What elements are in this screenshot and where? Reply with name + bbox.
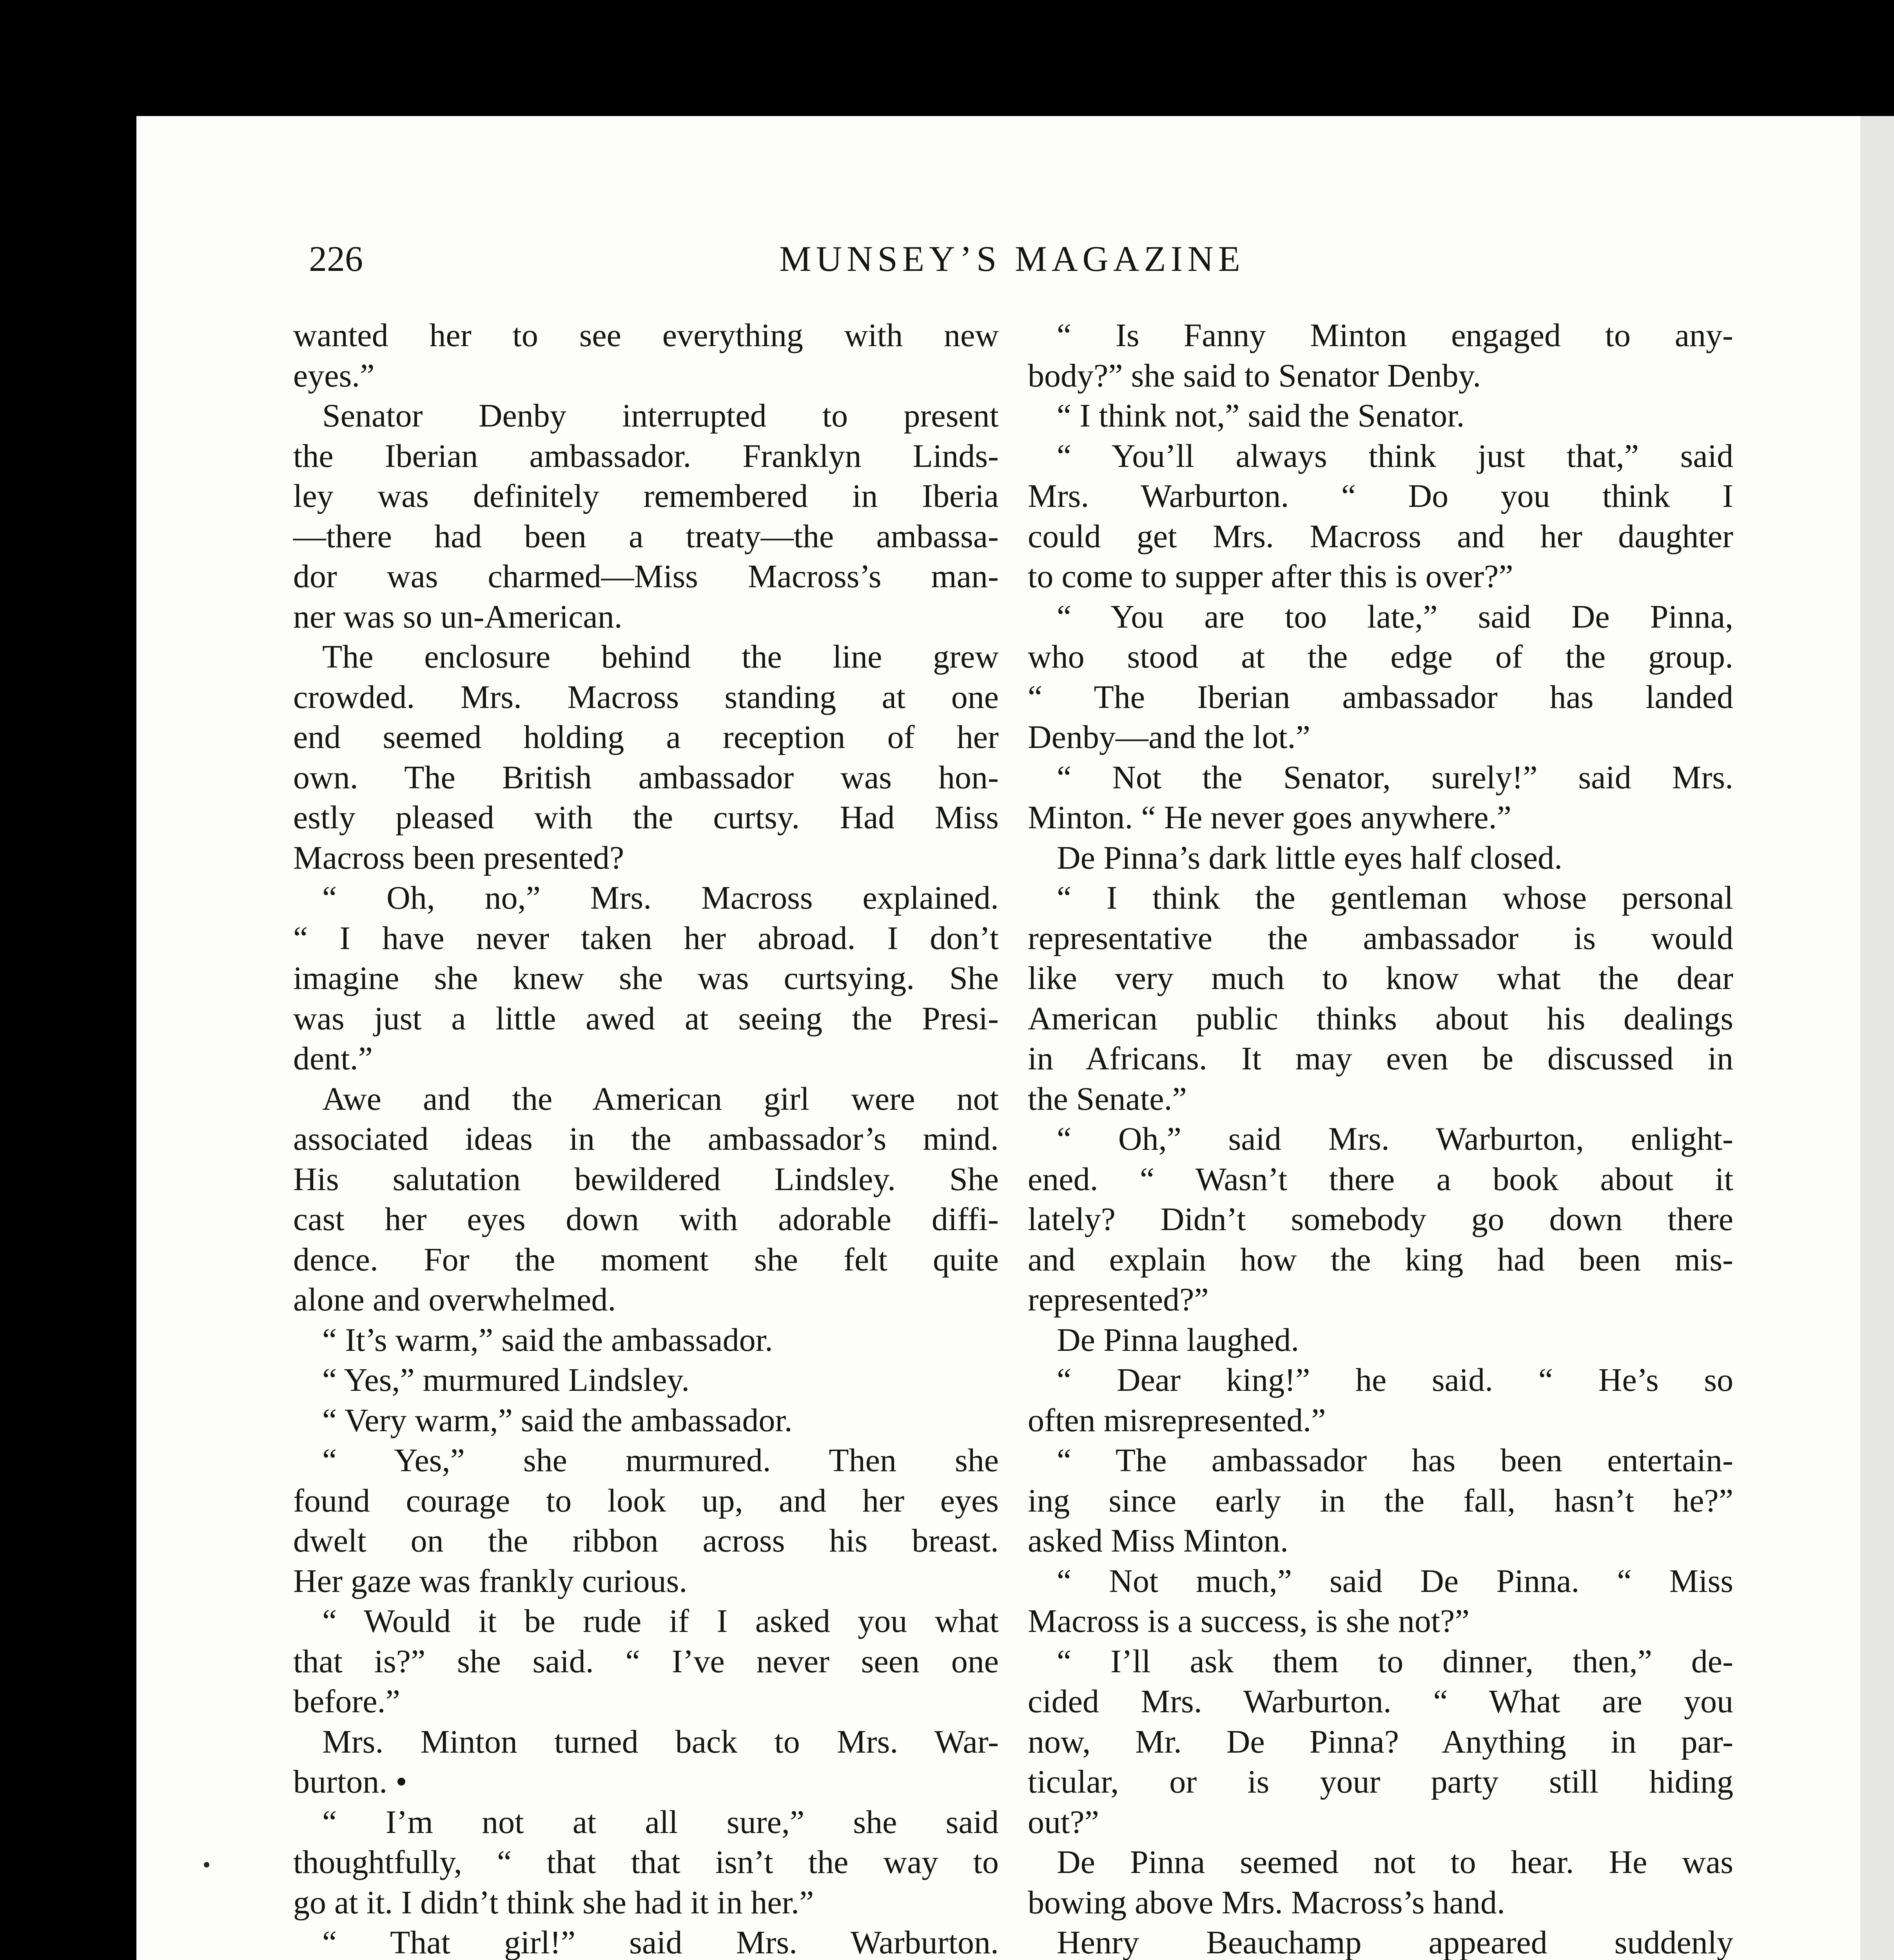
text-line: “ I have never taken her abroad. I don’t (293, 920, 999, 956)
text-line: end seemed holding a reception of her (293, 719, 999, 755)
text-line: cast her eyes down with adorable diffi- (293, 1201, 999, 1238)
text-line: in Africans. It may even be discussed in (1028, 1040, 1733, 1077)
paragraph (1028, 1561, 1733, 1642)
paragraph (293, 1079, 999, 1320)
text-line: dwelt on the ribbon across his breast. (293, 1523, 999, 1559)
ink-speck (204, 1862, 209, 1867)
text-line: thoughtfully, “ that that isn’t the way to (293, 1844, 999, 1880)
paragraph (293, 1601, 999, 1722)
text-line: burton. • (293, 1764, 407, 1800)
text-line: “ You’ll always think just that,” said (1057, 437, 1733, 474)
paragraph (293, 316, 999, 396)
text-line: “ Dear king!” he said. “ He’s so (1057, 1362, 1733, 1398)
text-line: dent.” (293, 1040, 373, 1077)
text-line: Macross is a success, is she not?” (1028, 1603, 1469, 1639)
text-line: was just a little awed at seeing the Presi- (293, 1000, 999, 1037)
paragraph (1028, 1923, 1733, 1960)
text-line: De Pinna’s dark little eyes half closed. (1057, 839, 1562, 876)
text-line: eyes.” (293, 357, 375, 394)
text-line: De Pinna laughed. (1057, 1321, 1299, 1358)
text-line: Minton. “ He never goes anywhere.” (1028, 799, 1511, 836)
paragraph (293, 1401, 999, 1441)
text-line: dor was charmed—Miss Macross’s man- (293, 558, 999, 595)
text-line: Mrs. Warburton. “ Do you think I (1028, 478, 1733, 514)
text-line: ley was definitely remembered in Iberia (293, 478, 999, 514)
text-line: could get Mrs. Macross and her daughter (1028, 518, 1733, 555)
paragraph (293, 396, 999, 637)
text-line: cided Mrs. Warburton. “ What are you (1028, 1683, 1733, 1720)
paragraph (1028, 878, 1733, 1119)
text-line: Henry Beauchamp appeared suddenly (1057, 1924, 1733, 1960)
text-line: “ The ambassador has been entertain- (1057, 1442, 1733, 1479)
text-line: ticular, or is your party still hiding (1028, 1764, 1733, 1800)
text-line: Her gaze was frankly curious. (293, 1563, 688, 1599)
text-line: estly pleased with the curtsy. Had Miss (293, 799, 999, 836)
text-line: ing since early in the fall, hasn’t he?” (1028, 1482, 1733, 1519)
text-line: De Pinna seemed not to hear. He was (1057, 1844, 1733, 1880)
text-line: ner was so un-American. (293, 598, 622, 635)
text-line: the Iberian ambassador. Franklyn Linds- (293, 437, 999, 474)
text-line: now, Mr. De Pinna? Anything in par- (1028, 1723, 1733, 1760)
text-line: Mrs. Minton turned back to Mrs. War- (322, 1723, 999, 1760)
paragraph (1028, 396, 1733, 436)
text-line: represented?” (1028, 1281, 1209, 1318)
facing-page-edge (1860, 116, 1894, 1960)
text-line: Macross been presented? (293, 839, 624, 876)
paragraph (1028, 316, 1733, 396)
paragraph (1028, 1642, 1733, 1843)
text-line: “ I think not,” said the Senator. (1057, 397, 1465, 434)
text-line: dence. For the moment she felt quite (293, 1241, 999, 1278)
text-line: “ Yes,” murmured Lindsley. (322, 1362, 690, 1398)
text-line: “ Yes,” she murmured. Then she (322, 1442, 999, 1479)
text-line: “ Very warm,” said the ambassador. (322, 1402, 793, 1439)
text-line: The enclosure behind the line grew (322, 639, 999, 675)
text-line: associated ideas in the ambassador’s mind. (293, 1121, 999, 1157)
text-line: before.” (293, 1683, 400, 1720)
text-line: go at it. I didn’t think she had it in her.” (293, 1884, 814, 1921)
paragraph (1028, 1441, 1733, 1561)
text-line: “ You are too late,” said De Pinna, (1057, 598, 1733, 635)
text-line: that is?” she said. “ I’ve never seen one (293, 1643, 999, 1680)
text-line: found courage to look up, and her eyes (293, 1482, 999, 1519)
text-line: crowded. Mrs. Macross standing at one (293, 679, 999, 715)
text-line: “ Is Fanny Minton engaged to any- (1057, 317, 1733, 354)
text-line: bowing above Mrs. Macross’s hand. (1028, 1884, 1505, 1921)
page-number: 226 (309, 239, 363, 279)
paragraph (1028, 1119, 1733, 1320)
paragraph (1028, 838, 1733, 878)
text-line: to come to supper after this is over?” (1028, 558, 1513, 595)
page-header (309, 231, 1273, 286)
text-line: —there had been a treaty—the ambassa- (293, 518, 999, 555)
paragraph (293, 1802, 999, 1923)
paragraph (1028, 1360, 1733, 1441)
text-line: Denby—and the lot.” (1028, 719, 1310, 755)
paragraph (1028, 758, 1733, 838)
text-line: like very much to know what the dear (1028, 960, 1733, 996)
text-line: “ Not the Senator, surely!” said Mrs. (1057, 759, 1733, 796)
text-line: “ It’s warm,” said the ambassador. (322, 1321, 773, 1358)
text-line: “ The Iberian ambassador has landed (1028, 679, 1733, 715)
text-line: His salutation bewildered Lindsley. She (293, 1161, 999, 1198)
text-line: ened. “ Wasn’t there a book about it (1028, 1161, 1733, 1198)
text-line: and explain how the king had been mis- (1028, 1241, 1733, 1278)
text-line: Senator Denby interrupted to present (322, 397, 999, 434)
left-column (293, 316, 999, 1960)
text-line: “ Oh,” said Mrs. Warburton, enlight- (1057, 1121, 1733, 1157)
paragraph (293, 1722, 999, 1802)
text-line: Awe and the American girl were not (322, 1080, 999, 1117)
paragraph (293, 1441, 999, 1601)
paragraph (293, 878, 999, 1079)
paragraph (1028, 1842, 1733, 1923)
text-line: body?” she said to Senator Denby. (1028, 357, 1481, 394)
running-head: MUNSEY’S MAGAZINE (779, 239, 1245, 279)
text-line: out?” (1028, 1804, 1099, 1840)
text-line: wanted her to see everything with new (293, 317, 999, 354)
paragraph (1028, 436, 1733, 597)
text-line: often misrepresented.” (1028, 1402, 1326, 1439)
right-column (1028, 316, 1733, 1960)
text-line: own. The British ambassador was hon- (293, 759, 999, 796)
paragraph (1028, 1320, 1733, 1361)
text-line: American public thinks about his dealings (1028, 1000, 1733, 1037)
text-line: who stood at the edge of the group. (1028, 639, 1733, 675)
text-line: “ Would it be rude if I asked you what (322, 1603, 999, 1639)
text-line: “ I think the gentleman whose personal (1057, 880, 1733, 916)
text-line: “ I’m not at all sure,” she said (322, 1804, 999, 1840)
text-line: asked Miss Minton. (1028, 1523, 1289, 1559)
text-line: representative the ambassador is would (1028, 920, 1733, 956)
paragraph (1028, 597, 1733, 758)
text-line: “ That girl!” said Mrs. Warburton. (322, 1924, 999, 1960)
text-line: alone and overwhelmed. (293, 1281, 616, 1318)
text-line: the Senate.” (1028, 1080, 1187, 1117)
paragraph (293, 1360, 999, 1401)
paragraph (293, 1320, 999, 1361)
paragraph (293, 1923, 999, 1960)
text-line: “ I’ll ask them to dinner, then,” de- (1057, 1643, 1733, 1680)
text-line: “ Not much,” said De Pinna. “ Miss (1057, 1563, 1733, 1599)
text-line: lately? Didn’t somebody go down there (1028, 1201, 1733, 1238)
paragraph (293, 637, 999, 878)
text-line: imagine she knew she was curtsying. She (293, 960, 999, 996)
text-line: “ Oh, no,” Mrs. Macross explained. (322, 880, 999, 916)
